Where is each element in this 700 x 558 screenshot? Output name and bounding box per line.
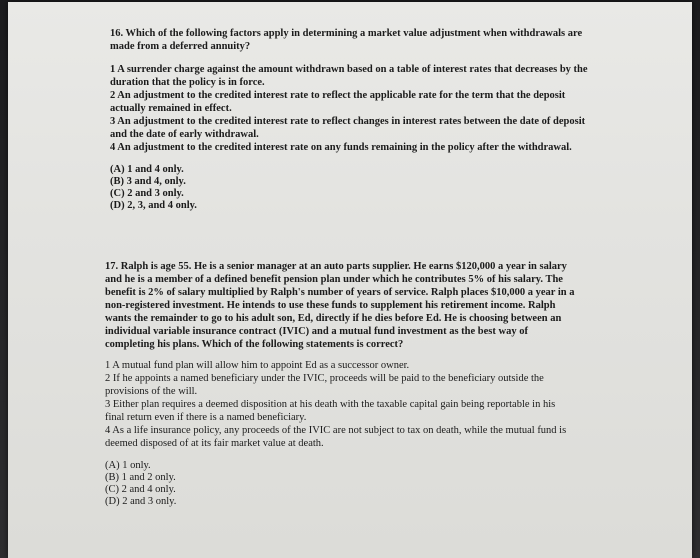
question-16-option-d[interactable]: (D) 2, 3, and 4 only. [110, 200, 197, 211]
question-17-statement-2: 2 If he appoints a named beneficiary under the IVIC, proceeds will be paid to the beneficiary outside the provisions of the will. [105, 373, 544, 397]
question-16-option-b[interactable]: (B) 3 and 4, only. [110, 176, 186, 187]
question-17-stem: 17. Ralph is age 55. He is a senior manager at an auto parts supplier. He earns $120,000 a year in salary and he is a member of a defined benefit pension plan under which he contributes 5% of his salary. The benefit is 2% of salary multiplied by Ralph's number of years of service. Ralph places $10,000 a year in a non-registered investment. He intends to use these funds to supplement his retirement income. Ralph wants the remainder to go to his adult son, Ed, directly if he dies before Ed. He is choosing between an individual variable insurance contract (IVIC) and a mutual fund investment as the best way of completing his plans. Which of the following statements is correct? [105, 261, 575, 350]
question-17-option-a[interactable]: (A) 1 only. [105, 460, 151, 471]
question-17-statement-3: 3 Either plan requires a deemed disposition at his death with the taxable capital gain being reportable in his final return even if there is a named beneficiary. [105, 399, 556, 423]
question-17-option-b[interactable]: (B) 1 and 2 only. [105, 472, 176, 483]
document-page [8, 2, 692, 558]
question-16-options [110, 164, 588, 212]
question-16-statement-4: 4 An adjustment to the credited interest rate on any funds remaining in the policy after the withdrawal. [110, 142, 572, 153]
question-16-option-a[interactable]: (A) 1 and 4 only. [110, 164, 184, 175]
question-17 [105, 260, 575, 508]
question-17-option-c[interactable]: (C) 2 and 4 only. [105, 484, 176, 495]
question-16-statement-1: 1 A surrender charge against the amount withdrawn based on a table of interest rates that decreases by the duration that the policy is in force. [110, 64, 588, 88]
question-16 [110, 27, 588, 212]
question-17-statement-4: 4 As a life insurance policy, any proceeds of the IVIC are not subject to tax on death, while the mutual fund is deemed disposed of at its fair market value at death. [105, 425, 567, 449]
question-16-option-c[interactable]: (C) 2 and 3 only. [110, 188, 184, 199]
question-16-statement-2: 2 An adjustment to the credited interest rate to reflect the applicable rate for the term that the deposit actually remained in effect. [110, 90, 566, 114]
question-17-statement-1: 1 A mutual fund plan will allow him to appoint Ed as a successor owner. [105, 360, 410, 371]
question-17-options [105, 460, 575, 508]
question-16-statement-3: 3 An adjustment to the credited interest rate to reflect changes in interest rates between the date of deposit and the date of early withdrawal. [110, 116, 586, 140]
question-16-stem: 16. Which of the following factors apply in determining a market value adjustment when withdrawals are made from a deferred annuity? [110, 28, 583, 52]
question-17-option-d[interactable]: (D) 2 and 3 only. [105, 496, 177, 507]
